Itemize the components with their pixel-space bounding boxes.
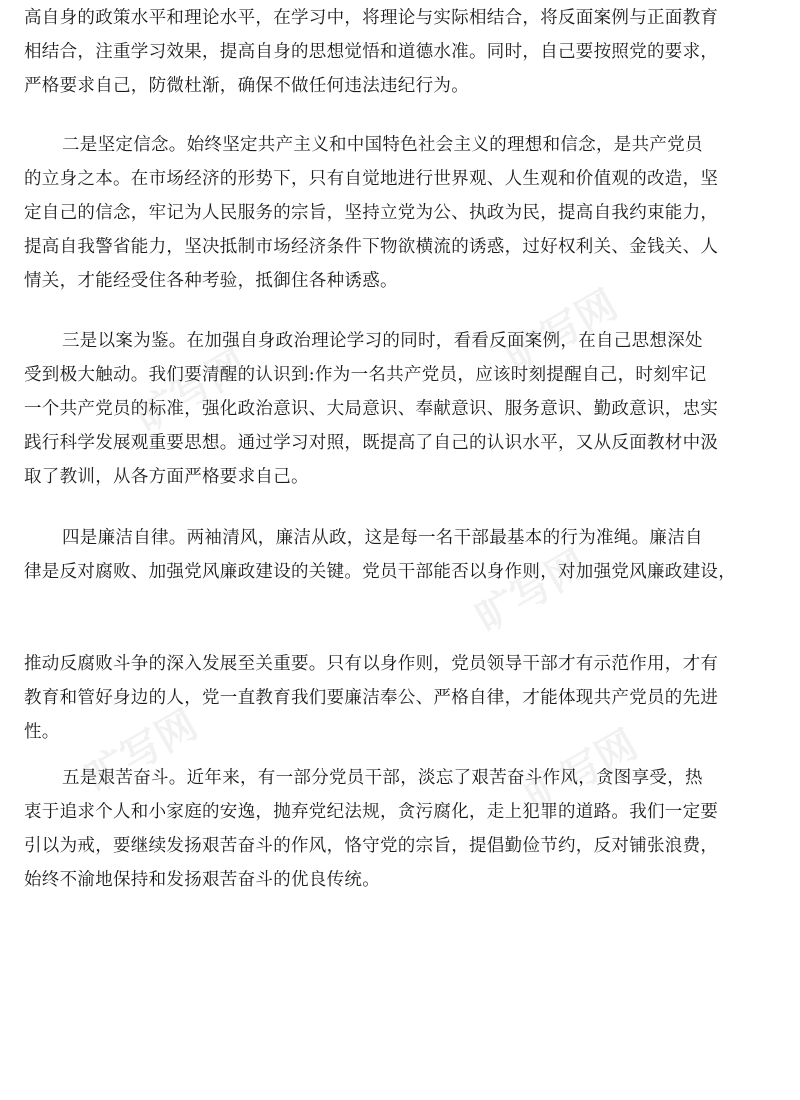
text-line: 相结合，注重学习效果，提高自身的思想觉悟和道德水准。同时，自己要按照党的要求， bbox=[24, 42, 719, 62]
text-block-continued bbox=[24, 647, 776, 749]
watermark: 旷写网 bbox=[518, 721, 646, 822]
text-line: 情关，才能经受住各种考验，抵御住各种诱惑。 bbox=[24, 271, 398, 291]
text-line: 二是坚定信念。始终坚定共产主义和中国特色社会主义的理想和信念，是共产党员 bbox=[62, 135, 703, 155]
watermark: 旷写网 bbox=[498, 281, 626, 382]
text-line: 五是艰苦奋斗。近年来，有一部分党员干部，淡忘了艰苦奋斗作风，贪图享受，热 bbox=[62, 768, 703, 788]
text-line: 提高自我警省能力，坚决抵制市场经济条件下物欲横流的诱惑，过好权利关、金钱关、人 bbox=[24, 237, 719, 257]
text-line: 的立身之本。在市场经济的形势下，只有自觉地进行世界观、人生观和价值观的改造，坚 bbox=[24, 169, 719, 189]
text-line: 推动反腐败斗争的深入发展至关重要。只有以身作则，党员领导干部才有示范作用，才有 bbox=[24, 654, 719, 674]
text-line: 取了教训，从各方面严格要求自己。 bbox=[24, 467, 309, 487]
paragraph-jianku-fendou bbox=[24, 761, 776, 897]
text-line: 衷于追求个人和小家庭的安逸，抛弃党纪法规，贪污腐化，走上犯罪的道路。我们一定要 bbox=[24, 802, 719, 822]
paragraph-lianjie-zilv bbox=[24, 521, 776, 589]
text-line: 性。 bbox=[24, 722, 60, 742]
text-line: 三是以案为鉴。在加强自身政治理论学习的同时，看看反面案例，在自己思想深处 bbox=[62, 331, 703, 351]
text-line: 高自身的政策水平和理论水平，在学习中，将理论与实际相结合，将反面案例与正面教育 bbox=[24, 8, 719, 28]
text-line: 教育和管好身边的人，党一直教育我们要廉洁奉公、严格自律，才能体现共产党员的先进 bbox=[24, 688, 719, 708]
watermark: 旷写网 bbox=[128, 341, 256, 442]
watermark: 旷写网 bbox=[468, 541, 596, 642]
paragraph-jianding-xinnian bbox=[24, 128, 776, 298]
text-line: 引以为戒，要继续发扬艰苦奋斗的作风，恪守党的宗旨，提倡勤俭节约，反对铺张浪费， bbox=[24, 836, 719, 856]
text-line: 践行科学发展观重要思想。通过学习对照，既提高了自己的认识水平，又从反面教材中汲 bbox=[24, 433, 719, 453]
text-line: 严格要求自己，防微杜渐，确保不做任何违法违纪行为。 bbox=[24, 76, 469, 96]
text-line: 律是反对腐败、加强党风廉政建设的关键。党员干部能否以身作则，对加强党风廉政建设， bbox=[24, 562, 736, 582]
text-block-top bbox=[24, 1, 776, 103]
text-line: 定自己的信念，牢记为人民服务的宗旨，坚持立党为公、执政为民，提高自我约束能力， bbox=[24, 203, 719, 223]
text-line: 一个共产党员的标准，强化政治意识、大局意识、奉献意识、服务意识、勤政意识，忠实 bbox=[24, 399, 719, 419]
text-line: 受到极大触动。我们要清醒的认识到:作为一名共产党员，应该时刻提醒自己，时刻牢记 bbox=[24, 365, 707, 385]
text-line: 四是廉洁自律。两袖清风，廉洁从政，这是每一名干部最基本的行为准绳。廉洁自 bbox=[62, 528, 703, 548]
watermark: 旷写网 bbox=[78, 701, 206, 802]
text-line: 始终不渝地保持和发扬艰苦奋斗的优良传统。 bbox=[24, 870, 380, 890]
paragraph-yi-an-wei-jian bbox=[24, 324, 776, 494]
